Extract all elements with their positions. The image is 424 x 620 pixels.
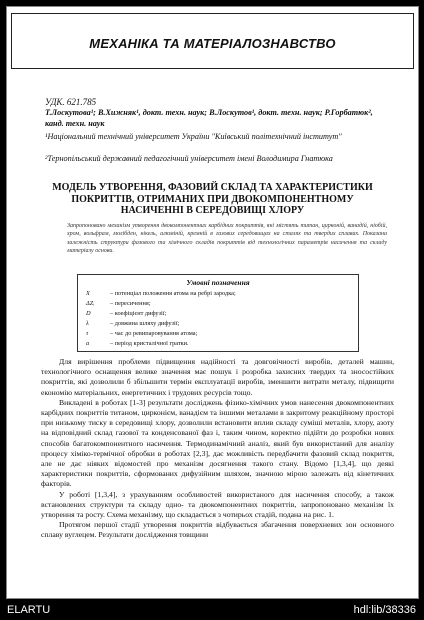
- nomenclature-row: [86, 329, 356, 338]
- title-line: МОДЕЛЬ УТВОРЕННЯ, ФАЗОВИЙ СКЛАД ТА ХАРАКТЕРИСТИКИ: [52, 182, 373, 193]
- nomenclature-desc: – пересичення;: [110, 300, 151, 307]
- nomenclature-row: [86, 309, 356, 318]
- nomenclature-desc: – довжина шляху дифузії;: [110, 320, 180, 327]
- body-paragraph: Для вирішення проблеми підвищення надійності та довговічності виробів, деталей машин, технологічного оснащення велике значення має пошук і розробка захисних твердих та зносостійких покриттів, які дозволили б збільшити термін експлуатації виробів, зменшити витрати металу, підвищити економію матеріальних, енергетичних і трудових ресурсів тощо.: [41, 357, 394, 397]
- abstract: Запропоновано механізм утворення двокомпонентних карбідних покриттів, які містять титан, цирконій, ванадій, ніобій, хром, вольфрам, молібден, нікель, алюміній, кремній в газових середовищах на сталях та твердих сплавах. Показана залежність структури фазового та хімічного складів покриттів від технологічних параметрів насичення та складу матеріалу основи.: [67, 223, 387, 254]
- viewer-footer: [0, 598, 424, 620]
- body-paragraph: Протягом першої стадії утворення покриттів відбувається збагачення поверхневих зон основного сплаву вуглецем. Результати дослідження товщини: [41, 520, 394, 540]
- handle-label: hdl:lib/38336: [353, 604, 416, 616]
- body-text: [41, 357, 394, 541]
- title-line: ПОКРИТТІВ, ОТРИМАНИХ ПРИ ДВОКОМПОНЕНТНОМУ: [71, 193, 354, 205]
- nomenclature-desc: – коефіцієнт дифузії;: [110, 310, 167, 317]
- nomenclature-box: [77, 274, 359, 352]
- udc-code: УДК. 621.785: [45, 97, 97, 107]
- nomenclature-desc: – час до ревипаровування атома;: [110, 330, 198, 337]
- repository-label: ELARTU: [7, 604, 51, 616]
- affiliation-2: ²Тернопільський державний педагогічний університет імені Володимира Гнатюка: [45, 154, 333, 163]
- journal-title: МЕХАНІКА ТА МАТЕРІАЛОЗНАВСТВО: [89, 36, 336, 51]
- affiliation-1: ¹Національний технічний університет України "Київський політехнічний інститут": [45, 132, 342, 141]
- nomenclature-symbol: D: [86, 310, 91, 317]
- authors: Т.Лоскутова¹; В.Хижняк¹, докт. техн. наук; В.Лоскутов¹, докт. техн. наук; Р.Горбатюк², канд. техн. наук: [45, 108, 373, 128]
- nomenclature-symbol: τ: [86, 330, 89, 337]
- nomenclature-row: [86, 299, 356, 308]
- nomenclature-desc: – потенціал положення атома на ребрі зародка;: [110, 290, 236, 297]
- nomenclature-symbol: ΔZᵢ: [86, 300, 95, 307]
- nomenclature-row: [86, 289, 356, 298]
- nomenclature-row: [86, 339, 356, 348]
- nomenclature-desc: – період кристалічної гратки.: [110, 340, 189, 347]
- document-page: [6, 6, 419, 599]
- title-line: НАСИЧЕННІ В СЕРЕДОВИЩІ ХЛОРУ: [120, 205, 305, 216]
- body-paragraph: Викладені в роботах [1-3] результати досліджень фізико-хімічних умов нанесення двокомпонентних карбідних покриттів титаном, цирконієм, ванадієм та іншими металами в закритому реакційному просторі при низькому тиску в середовищі хлору, дозволили встановити вплив складу суміші металів, хлору, азоту на відповідний склад газової та конденсованої фаз і, таким чином, коректно підійти до розробки нових способів багатокомпонентного насичення. Термодинамічний аналіз, який був використаний для аналізу процесу хіміко-термічної обробки в роботах [2,3], дає можливість передбачити фазовий склад покриття, але не дає ніяких відомостей про механізм досягнення такого стану. Відомо [1,3,4], що деякі характеристики покриттів, сформованих дифузійним шляхом, значною мірою залежать від кінетичних факторів.: [41, 397, 394, 489]
- article-title: [35, 182, 390, 217]
- nomenclature-symbol: λ: [86, 320, 89, 327]
- nomenclature-symbol: a: [86, 340, 90, 347]
- nomenclature-row: [86, 319, 356, 328]
- nomenclature-symbol: X: [86, 290, 90, 297]
- journal-header: [11, 13, 414, 69]
- nomenclature-title: Умовні позначення: [186, 278, 250, 287]
- body-paragraph: У роботі [1,3,4], з урахуванням особливостей використаного для насичення способу, а також встановлених структури та складу одно- та двокомпонентних покриттів, запропоновано механізм їх утворення та росту. Схема механізму, що складається з чотирьох стадій, подана на рис. 1.: [41, 489, 394, 520]
